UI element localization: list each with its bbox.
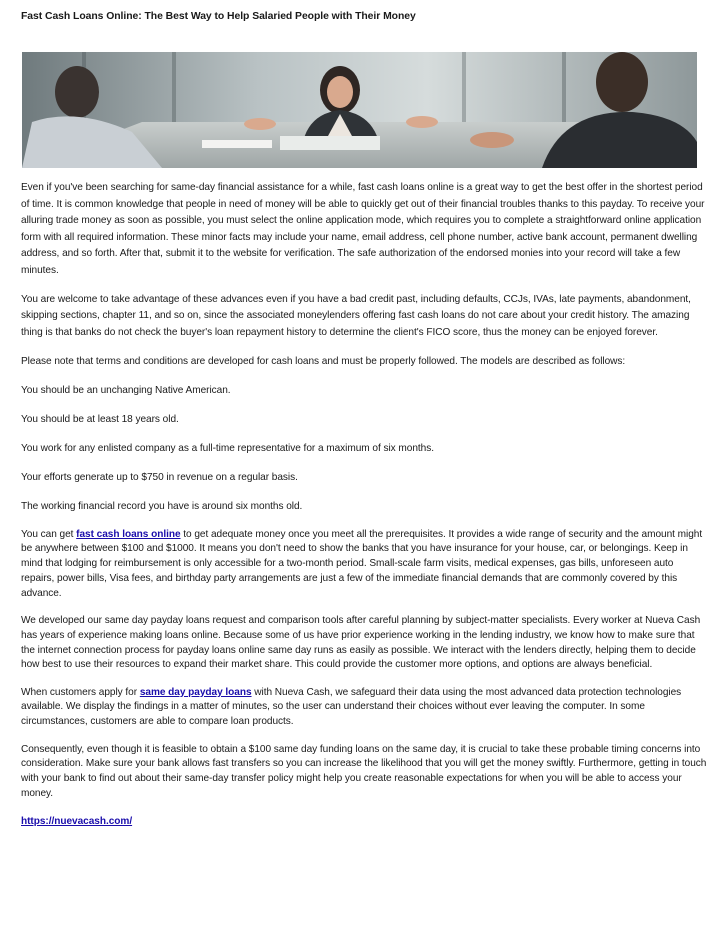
footer-link-paragraph: [21, 814, 707, 831]
text-run: You can get: [21, 528, 77, 540]
data-protection-paragraph: [21, 686, 707, 730]
requirement-item: The working financial record you have is around six months old.: [21, 500, 303, 512]
loan-amount-paragraph: [21, 528, 707, 602]
requirement-item: You should be an unchanging Native American.: [21, 384, 231, 396]
timing-paragraph: Consequently, even though it is feasible to obtain a $100 same day funding loans on the same day, it is crucial to take these probable timing concerns into consideration. Make sure your bank allows fast transfers so you can increase the likelihood that you will get the money swiftly. Furthermore, getting in touch with your bank to find out about their same-day transfer policy might help you create reasonable expectations for when you will be able to access your money.: [21, 743, 707, 799]
text-run: with Nueva Cash, we safeguard their data using the most advanced data protection technologies available. We display the findings in a matter of minutes, so the user can understand their choices without ever leaving the computer. In some circumstances, customers are able to compare loan products.: [21, 686, 682, 728]
bad-credit-paragraph: You are welcome to take advantage of these advances even if you have a bad credit past, including defaults, CCJs, IVAs, late payments, abandonment, skipping sections, chapter 11, and so on, since the associated moneylenders offering fast cash loans do not care about your credit history. The amazing thing is that banks do not check the buyer's loan repayment history to determine the client's FICO score, thus the money can be enjoyed forever.: [21, 293, 691, 338]
nuevacash-url-link[interactable]: https://nuevacash.com/: [21, 816, 133, 828]
requirement-item: Your efforts generate up to $750 in revenue on a regular basis.: [21, 471, 298, 483]
document-title: Fast Cash Loans Online: The Best Way to Help Salaried People with Their Money: [21, 11, 416, 22]
hero-photo: [22, 52, 697, 168]
intro-paragraph: Even if you've been searching for same-day financial assistance for a while, fast cash loans online is a great way to get the best offer in the shortest period of time. It is common knowledge that people in need of money will be able to quickly get out of their financial troubles thanks to this payday. To receive your alluring trade money as soon as possible, you must select the online application mode, which requires you to complete a straightforward online application form with all required information. These minor facts may include your name, email address, cell phone number, active bank account, permanent dwelling address, and so forth. After that, submit it to the website for verification. The safe authorization of the endorsed monies into your record will take a few minutes.: [21, 182, 705, 276]
requirement-item: You should be at least 18 years old.: [21, 413, 179, 425]
text-run: to get adequate money once you meet all the prerequisites. It provides a wide range of security and the amount might be anywhere between $100 and $1000. It means you don't need to show the banks that you have insurance for your house, car, or belongings. Keep in mind that lodging for reimbursement is only accessible for a two-month period. Small-scale farm visits, medical expenses, gas bills, unforeseen auto repairs, power bills, Visa fees, and birthday party arrangements are just a few of the immediate financial demands that are commonly covered by this advance.: [21, 528, 703, 599]
terms-paragraph: Please note that terms and conditions are developed for cash loans and must be properly followed. The models are described as follows:: [21, 355, 626, 367]
article-body: [21, 180, 707, 843]
same-day-payday-loans-link[interactable]: same day payday loans: [139, 686, 252, 698]
photo-icon: [22, 52, 697, 168]
text-run: When customers apply for: [21, 686, 140, 698]
requirement-item: You work for any enlisted company as a full-time representative for a maximum of six months.: [21, 442, 434, 454]
nueva-cash-paragraph: We developed our same day payday loans request and comparison tools after careful planning by subject-matter specialists. Every worker at Nueva Cash has years of experience making loans online. Because some of us have prior experience working in the lending industry, we know how to make sure that the internet connection process for payday loans online same day runs as easily as possible. We interact with the lenders directly, helping them to decide how best to use their resources to expand their market share. This could provide the customer more options, and options are always beneficial.: [21, 614, 701, 671]
fast-cash-loans-link[interactable]: fast cash loans online: [76, 528, 181, 540]
